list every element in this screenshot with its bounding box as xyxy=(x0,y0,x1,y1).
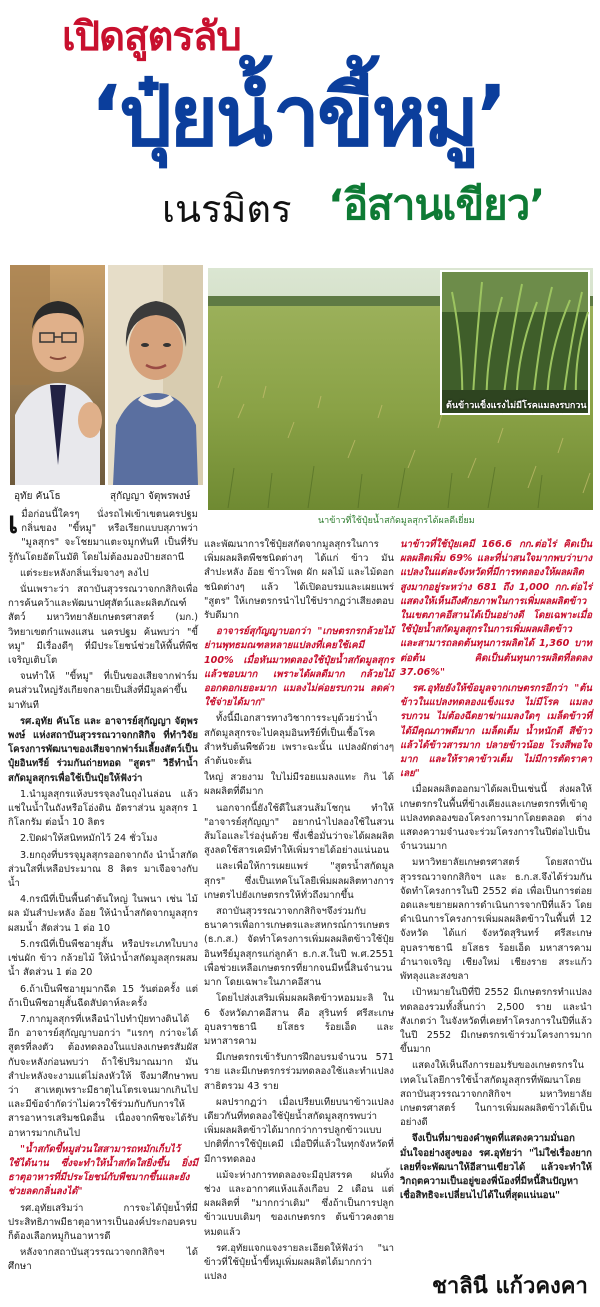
paragraph: รศ.อุทัยเสริมว่า การจะได้ปุ๋ยน้ำที่มีประสิทธิภาพมีธาตุอาหารเป็นองค์ประกอบครบก็ต้องเลือกหมูกินอาหารดี xyxy=(8,1202,198,1242)
paragraph: ใหญ่ สวยงาม ใบไม่มีรอยแมลงแทะ กิน ได้ผลผลิตที่ดีมาก xyxy=(204,772,394,798)
paragraph: ผลปรากฏว่า เมื่อเปรียบเทียบนาข้าวแปลงเดียวกันที่ทดลองใช้ปุ๋ยน้ำสกัดมูลสุกรพบว่า เพิ่มผลผลิตข้าวได้มากกว่าการปลูกข้าวแบบปกติที่การใช้ปุ๋ยเคมี เมื่อปีที่แล้วในทุกจังหวัดที่มีการทดลอง xyxy=(204,1096,394,1165)
paragraph: มีเกษตรกรเข้ารับการฝึกอบรมจำนวน 571 ราย และมีเกษตรกรร่วมทดลองใช้และทำแปลงสาธิตรวม 43 ราย xyxy=(204,1052,394,1092)
list-item: 4.กรณีที่เป็นพื้นดำต้นใหญ่ ในพนา เช่น ไม้ผล มันสำปะหลัง อ้อย ให้นำน้ำสกัดจากมูลสุกรผสมน้ำ สัดส่วน 1 ต่อ 10 xyxy=(8,894,198,934)
list-item: 7.กากมูลสุกรที่เหลือนำไปทำปุ๋ยทางดินได้อีก อาจารย์สุกัญญาบอกว่า "แรกๆ กว่าจะได้สูตรที่ลงตัว ต้องทดลองในแปลงเกษตรสัมผัสกับจะหลังก่อนพบว่า ถ้าใช้ปริมาณมาก มันสำปะหลังจะงามแต่ไม่ลงหัวให้ จึงมาศึกษาพบว่า สาเหตุเพราะมีธาตุไนโตรเจนมากเกินไป และมีข้อจำกัดว่าไม่ควรใช้ร่วมกับกับการให้สารอาหารเสริมชนิดอื่น เนื่องจากพืชจะได้รับอาหารมากเกินไป xyxy=(8,1013,198,1139)
paragraph: แสดงให้เห็นถึงการยอมรับของเกษตรกรในเทคโนโลยีการใช้น้ำสกัดมูลสุกรที่พัฒนาโดยสถาบันสุวรรณวาจกกสิกิจฯ มหาวิทยาลัยเกษตรศาสตร์ ในการเพิ่มผลผลิตข้าวได้เป็นอย่างดี xyxy=(400,1060,592,1129)
quote-paragraph: นาข้าวที่ใช้ปุ๋ยเคมี 166.6 กก.ต่อไร่ คิดเป็นผลผลิตเพิ่ม 69% และที่น่าสนใจมากพบว่าบางแปลงในแต่ละจังหวัดที่มีการทดลองให้ผลผลิตสูงมากอยู่ระหว่าง 681 ถึง 1,000 กก.ต่อไร่ แสดงให้เห็นถึงศักยภาพในการเพิ่มผลผลิตข้าวในเขตภาคอีสานได้เป็นอย่างดี โดยเฉพาะเมื่อใช้ปุ๋ยน้ำสกัดมูลสุกรในการเพิ่มผลผลิตข้าว และสามารถลดต้นทุนการผลิตได้ 1,360 บาทต่อต้น คิดเป็นต้นทุนการผลิตที่ลดลง 37.06%" xyxy=(400,539,592,678)
quote-paragraph: อาจารย์สุกัญญาบอกว่า "เกษตรกรกล้วยไม้ย่านพุทธมณฑลหลายแปลงที่เคยใช้เคมี 100% เมื่อหันมาทดลองใช้ปุ๋ยน้ำสกัดมูลสุกรแล้วชอบมาก เพราะได้ผลดีมาก กล้วยไม้ออกดอกเยอะมาก แมลงไม่ค่อยรบกวน ลดค่าใช้จ่ายได้มาก" xyxy=(204,626,394,709)
quote-paragraph: รศ.อุทัยยังให้ข้อมูลจากเกษตรกรอีกว่า "ต้นข้าวในแปลงทดลองแข็งแรง ไม่มีโรค แมลงรบกวน ไม่ต้องฉีดยาฆ่าแมลงใดๆ เมล็ดข้าวที่ได้มีคุณภาพดีมาก เมล็ดเต็ม น้ำหนักดี สีข้าวแล้วได้ข้าวสารมาก ปลายข้าวน้อย โรงสีพอใจมาก และให้ราคาข้าวเต็ม ไม่มีการตัดราคาเลย" xyxy=(400,683,592,780)
paragraph: มื่อก่อนนี้ใครๆ นั่งรถไฟเข้าเขตนครปฐม กลิ่นของ "ขี้หมู" หรือเรียกแบบสุภาพว่า "มูลสุกร" จะโชยมาแตะจมูกทันที เป็นที่รับรู้กันโดยอัตโนมัติ โดยไม่ต้องมองป้ายสถานี xyxy=(8,509,198,563)
portrait-photo-woman xyxy=(108,265,203,485)
list-item: 1.นำมูลสุกรแห้งบรรจุลงในถุงไนล่อน แล้วแช่ในน้ำในถังหรือโอ่งดิน อัตราส่วน มูลสุกร 1 กิโลกรัม ต่อน้ำ 10 ลิตร xyxy=(8,788,198,829)
rice-stalks-inset-photo xyxy=(440,270,590,415)
paragraph: และพัฒนาการใช้ปุ๋ยสกัดจากมูลสุกรในการเพิ่มผลผลิตพืชชนิดต่างๆ ได้แก่ ข้าว มันสำปะหลัง อ้อย ข้าวโพด ผัก ผลไม้ และไม้ดอกชนิดต่างๆ แล้ว ได้เปิดอบรมและเผยแพร่ "สูตร" ให้เกษตรกรนำไปใช้ปรากฏว่าเสียงตอบรับดีมาก xyxy=(204,539,394,622)
paragraph: และเพื่อให้การเผยแพร่ "สูตรน้ำสกัดมูลสุกร" ซึ่งเป็นเทคโนโลยีเพิ่มผลผลิตทางการเกษตรไปยังเกษตรกรให้ทั่วถึงมากขึ้น xyxy=(204,861,394,901)
photo-caption-inset: ต้นข้าวแข็งแรงไม่มีโรคแมลงรบกวน xyxy=(446,401,587,411)
paragraph: ทั้งนี้มีเอกสารทางวิชาการระบุด้วยว่าน้ำสกัดมูลสุกรจะไปคลุมอินทรีย์ที่เป็นเชื้อโรคสำหรับต้นพืชด้วย เพราะฉะนั้น แปลงผักต่างๆ ลำต้นจะต้น xyxy=(204,713,394,768)
paragraph: รศ.อุทัยแจกแจงรายละเอียดให้ฟังว่า "นาข้าวที่ใช้ปุ๋ยน้ำขี้หมูเพิ่มผลผลิตได้มากกว่าแปลง xyxy=(204,1242,394,1283)
paragraph: รศ.อุทัย คันโธ และ อาจารย์สุกัญญา จัตุพรพงษ์ แห่งสถาบันสุวรรณวาจกกสิกิจ ที่ทำวิจัยโครงการพัฒนาของเสียจากฟาร์มเลี้ยงสัตว์เป็นปุ๋ยอินทรีย์ ร่วมกันถ่ายทอด "สูตร" วิธีทำน้ำสกัดมูลสุกรเพื่อใช้เป็นปุ๋ยให้ฟังว่า xyxy=(8,715,198,784)
paragraph: นอกจากนี้ยังใช้ดีในสวนส้มโชกุน ทำให้ "อาจารย์สุกัญญา" อยากนำไปลองใช้ในสวนส้มโอและไร่องุ่นด้วย ซึ่งเชื่อมั่นว่าจะได้ผลผลิตสูงลดใช้สารเคมีทำให้เพิ่มรายได้อย่างแน่นอน xyxy=(204,802,394,857)
article-column-3 xyxy=(400,538,592,1268)
headline-kicker: เปิดสูตรลับ xyxy=(62,14,241,60)
paragraph: นั่นเพราะว่า สถาบันสุวรรณวาจกกสิกิจเพื่อการค้นคว้าและพัฒนาปศุสัตว์และผลิตภัณฑ์สัตว์ มหาวิทยาลัยเกษตรศาสตร์ (มก.) วิทยาเขตกำแพงแสน นครปฐม ค้นพบว่า "ขี้หมู" มีเรื่องดีๆ ที่มีประโยชน์ช่วยให้พื้นที่พืชเจริญเติบโต xyxy=(8,584,198,667)
paragraph: จนทำให้ "ขี้หมู" ที่เป็นของเสียจากฟาร์ม คนส่วนใหญ่รังเกียจกลายเป็นสิ่งที่มีมูลค่าขึ้นมาทันที xyxy=(8,671,198,711)
closing-paragraph: จึงเป็นที่มาของคำพูดที่แสดงความมั่นอกมั่นใจอย่างสูงของ รศ.อุทัยว่า "ไม่ใช่เรื่องยากเลยที่จะพัฒนาให้อีสานเขียวได้ แล้วจะทำให้วิกฤตความเป็นอยู่ของพี่น้องที่มีหนี้สินปัญหาเชื่อสิทธิจะเปลี่ยนไปได้ในที่สุดแน่นอน" xyxy=(400,1133,592,1202)
paragraph: เมื่อผลผลิตออกมาได้ผลเป็นเช่นนี้ ส่งผลให้เกษตรกรในพื้นที่ข้างเคียงและเกษตรกรที่เข้าดูแปลงทดลองของโครงการมากโดยตลอด ต่างแสดงความจำนงจะร่วมโครงการในปีต่อไปเป็นจำนวนมาก xyxy=(400,784,592,853)
paragraph: มหาวิทยาลัยเกษตรศาสตร์ โดยสถาบันสุวรรณวาจกกสิกิจฯ และ ธ.ก.ส.จึงได้ร่วมกันจัดทำโครงการในปี 2552 ต่อ เพื่อเป็นการต่อยอดและขยายผลการดำเนินการจากปีที่แล้ว โดยดำเนินการโครงการเพิ่มผลผลิตข้าวในพื้นที่ 12 จังหวัด ได้แก่ จังหวัดสุรินทร์ ศรีสะเกษ อุบลราชธานี ยโสธร ร้อยเอ็ด มหาสารคาม อำนาจเจริญ เชียงใหม่ เชียงราย สระแก้ว พัทลุงและสงขลา xyxy=(400,857,592,983)
list-item: 3.ยกถุงที่บรรจุมูลสุกรออกจากถัง นำน้ำสกัดส่วนใสที่เหลือประมาณ 8 ลิตร มาเจือจางกับน้ำ xyxy=(8,849,198,890)
list-item: 5.กรณีที่เป็นพืชอายุสั้น หรือประเภทใบบาง เช่นผัก ข้าว กล้วยไม้ ให้นำน้ำสกัดมูลสุกรผสมน้ำ สัดส่วน 1 ต่อ 20 xyxy=(8,938,198,979)
portrait-photo-man xyxy=(10,265,105,485)
paragraph: เป้าหมายในปีที่ปี 2552 มีเกษตรกรทำแปลงทดลองรวมทั้งสิ้นกว่า 2,500 ราย และนำสังเกตว่า ในจังหวัดที่เคยทำโครงการในปีที่แล้วในปี 2552 มีเกษตรกรเข้าร่วมโครงการมากขึ้นมาก xyxy=(400,987,592,1056)
headline-title: ‘ปุ๋ยน้ำขี้หมู’ xyxy=(90,67,506,165)
photo-caption-field: นาข้าวที่ใช้ปุ๋ยน้ำสกัดมูลสุกรได้ผลดีเยี่ยม xyxy=(318,516,475,526)
headline-subtitle-prefix: เนรมิตร xyxy=(162,187,292,231)
article-column-1 xyxy=(8,506,198,1273)
paragraph: แม้จะห่างการทดลองจะมีอุปสรรค ฝนทิ้งช่วง และอากาศแห้งแล้งเกือบ 2 เดือน แต่ผลผลิตที่ "มากกว่าเดิม" ซึ่งถ้าเป็นการปลูกข้าวแบบเดิมๆ ของเกษตรกร ต้นข้าวคงตายหมดแล้ว xyxy=(204,1169,394,1238)
byline: ชาลินี แก้วคงคา xyxy=(432,1274,588,1299)
paragraph: สถาบันสุวรรณวาจกกสิกิจฯจึงร่วมกับธนาคารเพื่อการเกษตรและสหกรณ์การเกษตร (ธ.ก.ส.) จัดทำโครงการเพิ่มผลผลิตข้าวใช้ปุ๋ยอินทรีย์มูลสุกรแก่ลูกค้า ธ.ก.ส.ในปี พ.ศ.2551 เพื่อช่วยเหลือเกษตรกรที่ยากจนมีหนี้สินจำนวนมาก โดยเฉพาะในภาคอีสาน xyxy=(204,906,394,989)
photo-caption-person1: อุทัย คันโธ xyxy=(14,491,61,502)
paragraph: แต่ระยะหลังกลิ่นเริ่มจางๆ ลงไป xyxy=(20,567,149,579)
list-item: 6.ถ้าเป็นพืชอายุมากฉีด 15 วันต่อครั้ง แต่ถ้าเป็นพืชอายุสั้นฉีดสัปดาห์ละครั้ง xyxy=(8,983,198,1009)
photo-caption-person2: สุกัญญา จัตุพรพงษ์ xyxy=(110,491,191,502)
article-column-2 xyxy=(204,538,394,1293)
headline-subtitle-name: ‘อีสานเขียว’ xyxy=(328,180,545,229)
paragraph: โดยไปส่งเสริมเพิ่มผลผลิตข้าวหอมมะลิ ใน 6 จังหวัดภาคอีสาน คือ สุรินทร์ ศรีสะเกษ อุบลราชธานี ยโสธร ร้อยเอ็ด และมหาสารคาม xyxy=(204,993,394,1047)
quote-paragraph: "น้ำสกัดขี้หมูส่วนใสสามารถหมักเก็บไว้ใช้ได้นาน ซึ่งจะทำให้น้ำสกัดใสยิ่งขึ้น ยิ่งมีธาตุอาหารที่มีประโยชน์กับพืชมากขึ้นและยังช่วยลดกลิ่นลงได้" xyxy=(8,1143,198,1198)
drop-cap: เ xyxy=(8,506,19,541)
list-item: 2.ปิดฝาให้สนิทหมักไว้ 24 ชั่วโมง xyxy=(20,833,158,845)
paragraph: หลังจากสถาบันสุวรรณวาจกกสิกิจฯ ได้ศึกษา xyxy=(8,1247,198,1273)
